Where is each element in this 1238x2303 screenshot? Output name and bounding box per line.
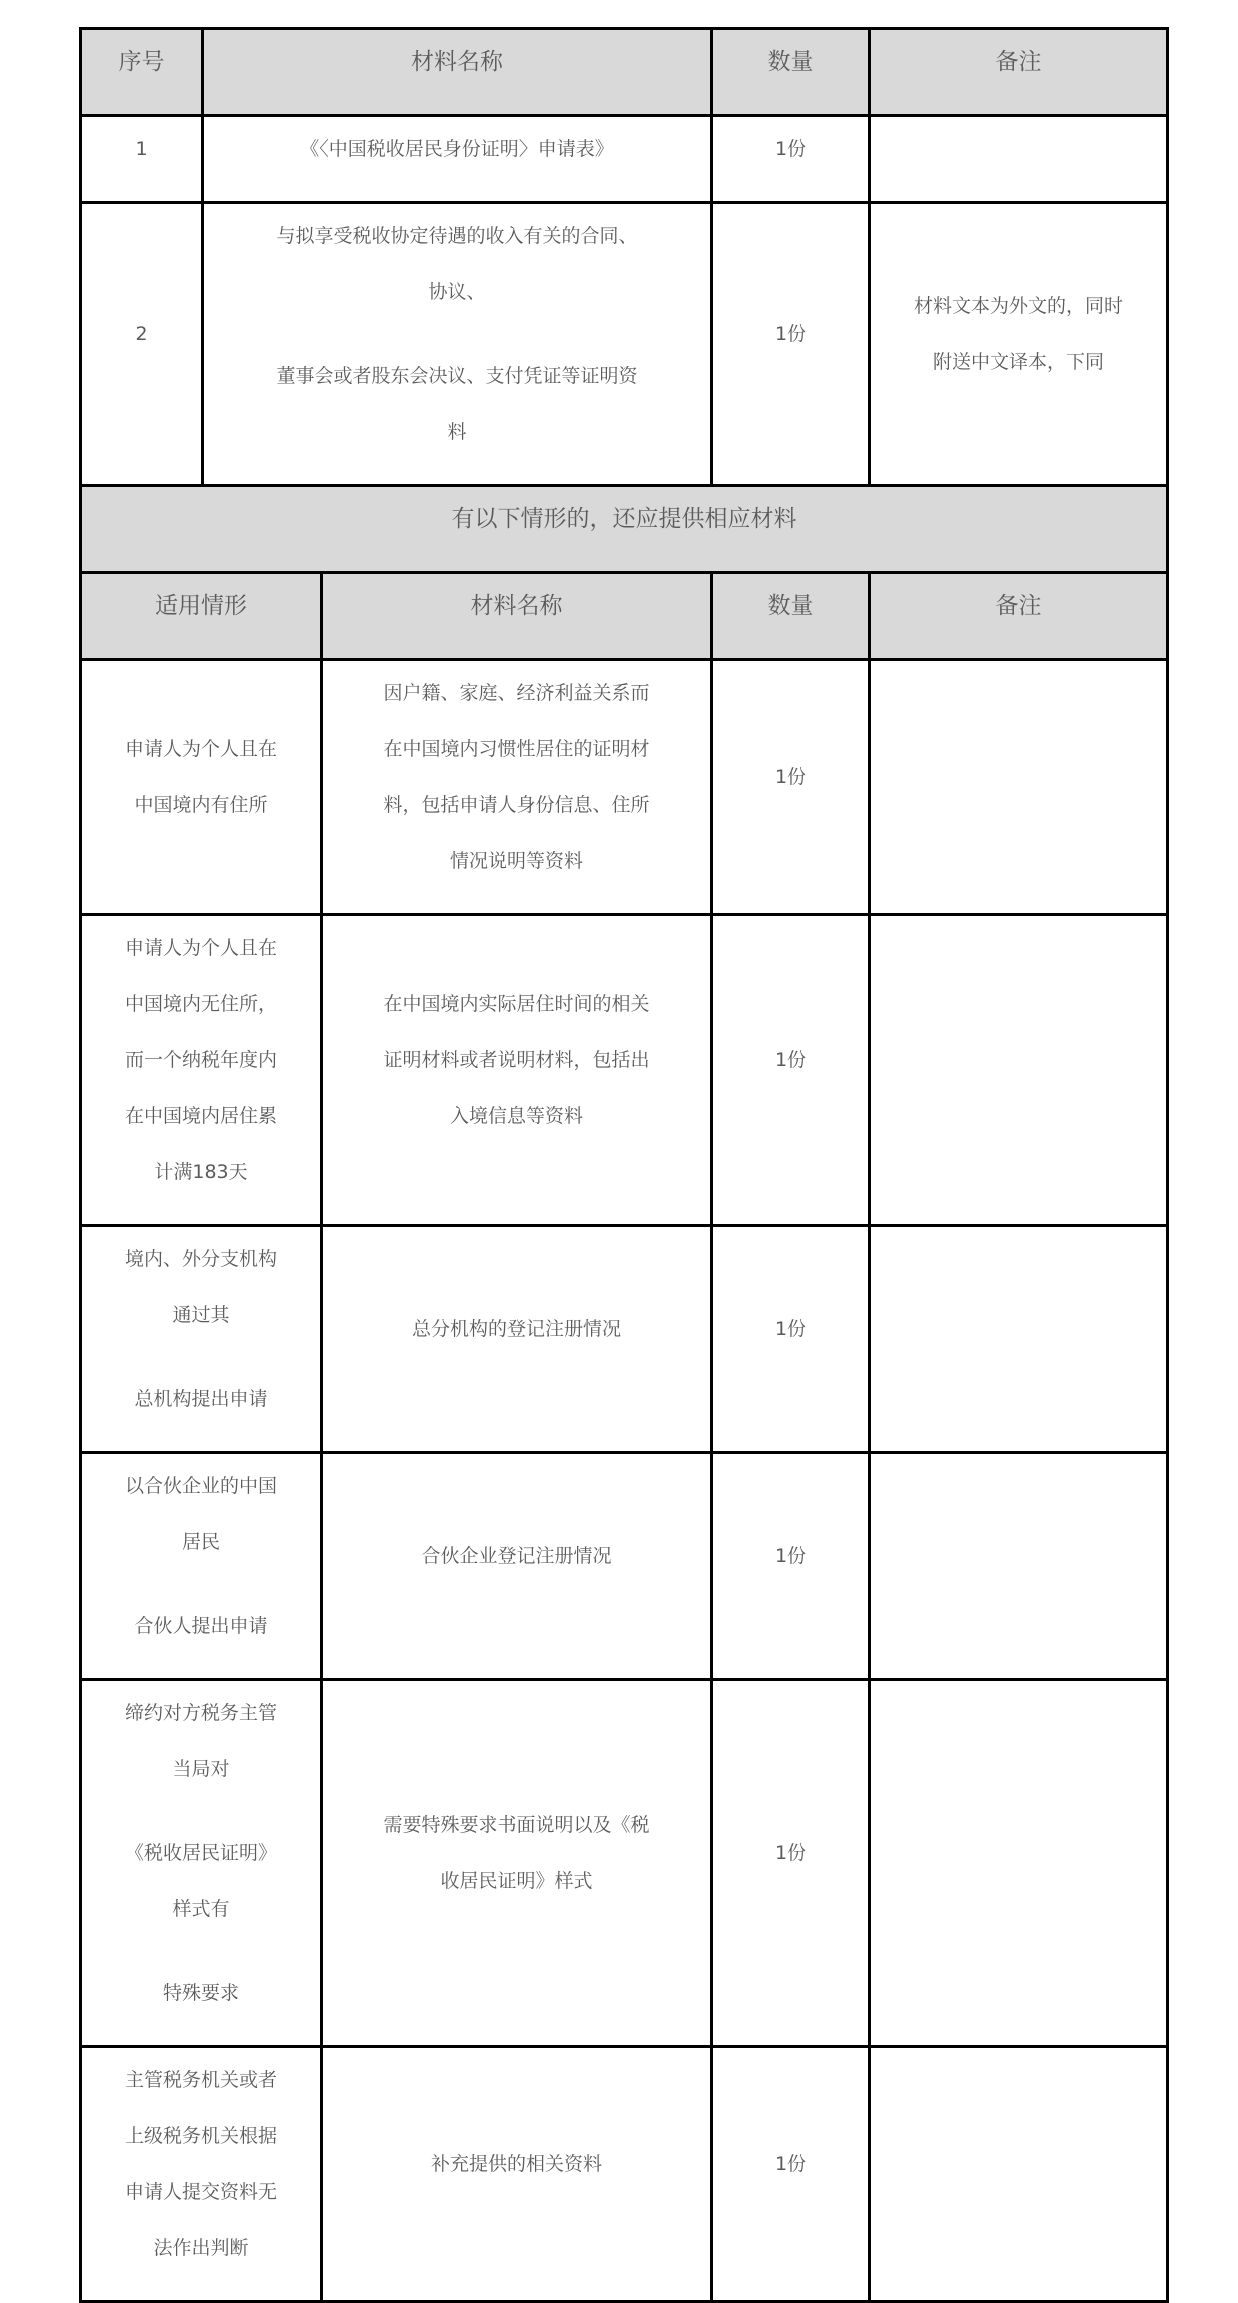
row-remark [870, 2047, 1168, 2302]
table-row [81, 203, 1168, 486]
table-row [81, 2047, 1168, 2302]
header-remark: 备注 [870, 29, 1168, 116]
header-quantity: 数量 [712, 573, 870, 660]
table-header-row [81, 29, 1168, 116]
text-line: 缔约对方税务主管 [124, 1702, 277, 1724]
text-line: 上级税务机关根据 [124, 2125, 277, 2147]
table-row [81, 915, 1168, 1226]
row-index: 2 [81, 203, 203, 486]
row-material-name [322, 915, 712, 1226]
row-material-name [322, 660, 712, 915]
row-quantity: 1份 [712, 203, 870, 486]
text-paragraph [212, 348, 702, 460]
text-paragraph [331, 2136, 702, 2192]
text-paragraph [212, 121, 702, 177]
text-paragraph [90, 1825, 312, 1937]
row-material-name [322, 1453, 712, 1680]
text-line: 居民 [181, 1531, 220, 1553]
text-line: 需要特殊要求书面说明以及《税 [383, 1814, 650, 1836]
text-paragraph [90, 2052, 312, 2276]
text-line: 情况说明等资料 [449, 850, 583, 872]
text-line: 《〈中国税收居民身份证明〉申请表》 [300, 138, 614, 160]
text-line: 与拟享受税收协定待遇的收入有关的合同、 [276, 225, 638, 247]
text-line: 料，包括申请人身份信息、住所 [383, 794, 650, 816]
text-paragraph [331, 976, 702, 1144]
row-condition [81, 1226, 322, 1453]
row-material-name [322, 1226, 712, 1453]
row-quantity: 1份 [712, 2047, 870, 2302]
row-quantity: 1份 [712, 915, 870, 1226]
row-index: 1 [81, 116, 203, 203]
row-condition [81, 660, 322, 915]
row-condition [81, 1453, 322, 1680]
text-line: 特殊要求 [162, 1982, 239, 2004]
text-paragraph [90, 1685, 312, 1797]
text-line: 《税收居民证明》 [124, 1842, 277, 1864]
row-remark [870, 1226, 1168, 1453]
header-material-name: 材料名称 [203, 29, 712, 116]
header-quantity: 数量 [712, 29, 870, 116]
text-line: 而一个纳税年度内 [124, 1049, 277, 1071]
row-material-name [203, 116, 712, 203]
text-line: 收居民证明》样式 [440, 1870, 593, 1892]
row-condition [81, 915, 322, 1226]
text-paragraph [90, 1458, 312, 1570]
row-remark [870, 915, 1168, 1226]
text-line: 中国境内无住所， [124, 993, 277, 1015]
header-material-name: 材料名称 [322, 573, 712, 660]
text-line: 申请人为个人且在 [124, 738, 277, 760]
text-line: 通过其 [172, 1304, 230, 1326]
text-line: 申请人为个人且在 [124, 937, 277, 959]
header-remark: 备注 [870, 573, 1168, 660]
row-condition [81, 1680, 322, 2047]
row-material-name [203, 203, 712, 486]
text-line: 总分机构的登记注册情况 [411, 1318, 621, 1340]
header-index: 序号 [81, 29, 203, 116]
text-paragraph [331, 1528, 702, 1584]
text-paragraph [879, 278, 1158, 390]
text-line: 以合伙企业的中国 [124, 1475, 277, 1497]
table-row [81, 1680, 1168, 2047]
text-line: 证明材料或者说明材料，包括出 [383, 1049, 650, 1071]
text-line: 在中国境内居住累 [124, 1105, 277, 1127]
table-row [81, 1226, 1168, 1453]
row-remark [870, 1680, 1168, 2047]
text-line: 入境信息等资料 [449, 1105, 583, 1127]
row-quantity: 1份 [712, 116, 870, 203]
text-paragraph [331, 1301, 702, 1357]
text-line: 在中国境内实际居住时间的相关 [383, 993, 650, 1015]
row-quantity: 1份 [712, 1453, 870, 1680]
text-line: 申请人提交资料无 [124, 2181, 277, 2203]
row-remark [870, 660, 1168, 915]
text-line: 材料文本为外文的，同时 [913, 295, 1123, 317]
section-title: 有以下情形的，还应提供相应材料 [81, 486, 1168, 573]
text-line: 境内、外分支机构 [124, 1248, 277, 1270]
text-line: 中国境内有住所 [134, 794, 268, 816]
row-material-name [322, 1680, 712, 2047]
text-line: 合伙企业登记注册情况 [421, 1545, 612, 1567]
text-paragraph [331, 665, 702, 889]
text-paragraph [90, 1965, 312, 2021]
row-remark [870, 203, 1168, 486]
text-paragraph [212, 208, 702, 320]
row-material-name [322, 2047, 712, 2302]
text-line: 计满183天 [154, 1161, 248, 1183]
row-remark [870, 1453, 1168, 1680]
text-line: 当局对 [172, 1758, 230, 1780]
text-line: 主管税务机关或者 [124, 2069, 277, 2091]
row-condition [81, 2047, 322, 2302]
text-paragraph [90, 721, 312, 833]
text-line: 总机构提出申请 [134, 1388, 268, 1410]
text-paragraph [331, 1797, 702, 1909]
text-paragraph [90, 1231, 312, 1343]
text-line: 补充提供的相关资料 [430, 2153, 602, 2175]
text-line: 附送中文译本，下同 [932, 351, 1104, 373]
text-line: 法作出判断 [153, 2237, 249, 2259]
text-paragraph [90, 1598, 312, 1654]
row-quantity: 1份 [712, 1680, 870, 2047]
text-line: 董事会或者股东会决议、支付凭证等证明资 [276, 365, 638, 387]
table-row [81, 660, 1168, 915]
text-line: 合伙人提出申请 [134, 1615, 268, 1637]
text-line: 在中国境内习惯性居住的证明材 [383, 738, 650, 760]
text-line: 因户籍、家庭、经济利益关系而 [383, 682, 650, 704]
table-row [81, 1453, 1168, 1680]
row-remark [870, 116, 1168, 203]
table-row [81, 116, 1168, 203]
row-quantity: 1份 [712, 1226, 870, 1453]
text-line: 料 [447, 421, 467, 443]
materials-table [79, 27, 1169, 2303]
section-title-row [81, 486, 1168, 573]
row-quantity: 1份 [712, 660, 870, 915]
header-condition: 适用情形 [81, 573, 322, 660]
text-line: 样式有 [172, 1898, 230, 1920]
text-line: 协议、 [428, 281, 486, 303]
text-paragraph [90, 920, 312, 1200]
text-paragraph [90, 1371, 312, 1427]
section-header-row [81, 573, 1168, 660]
